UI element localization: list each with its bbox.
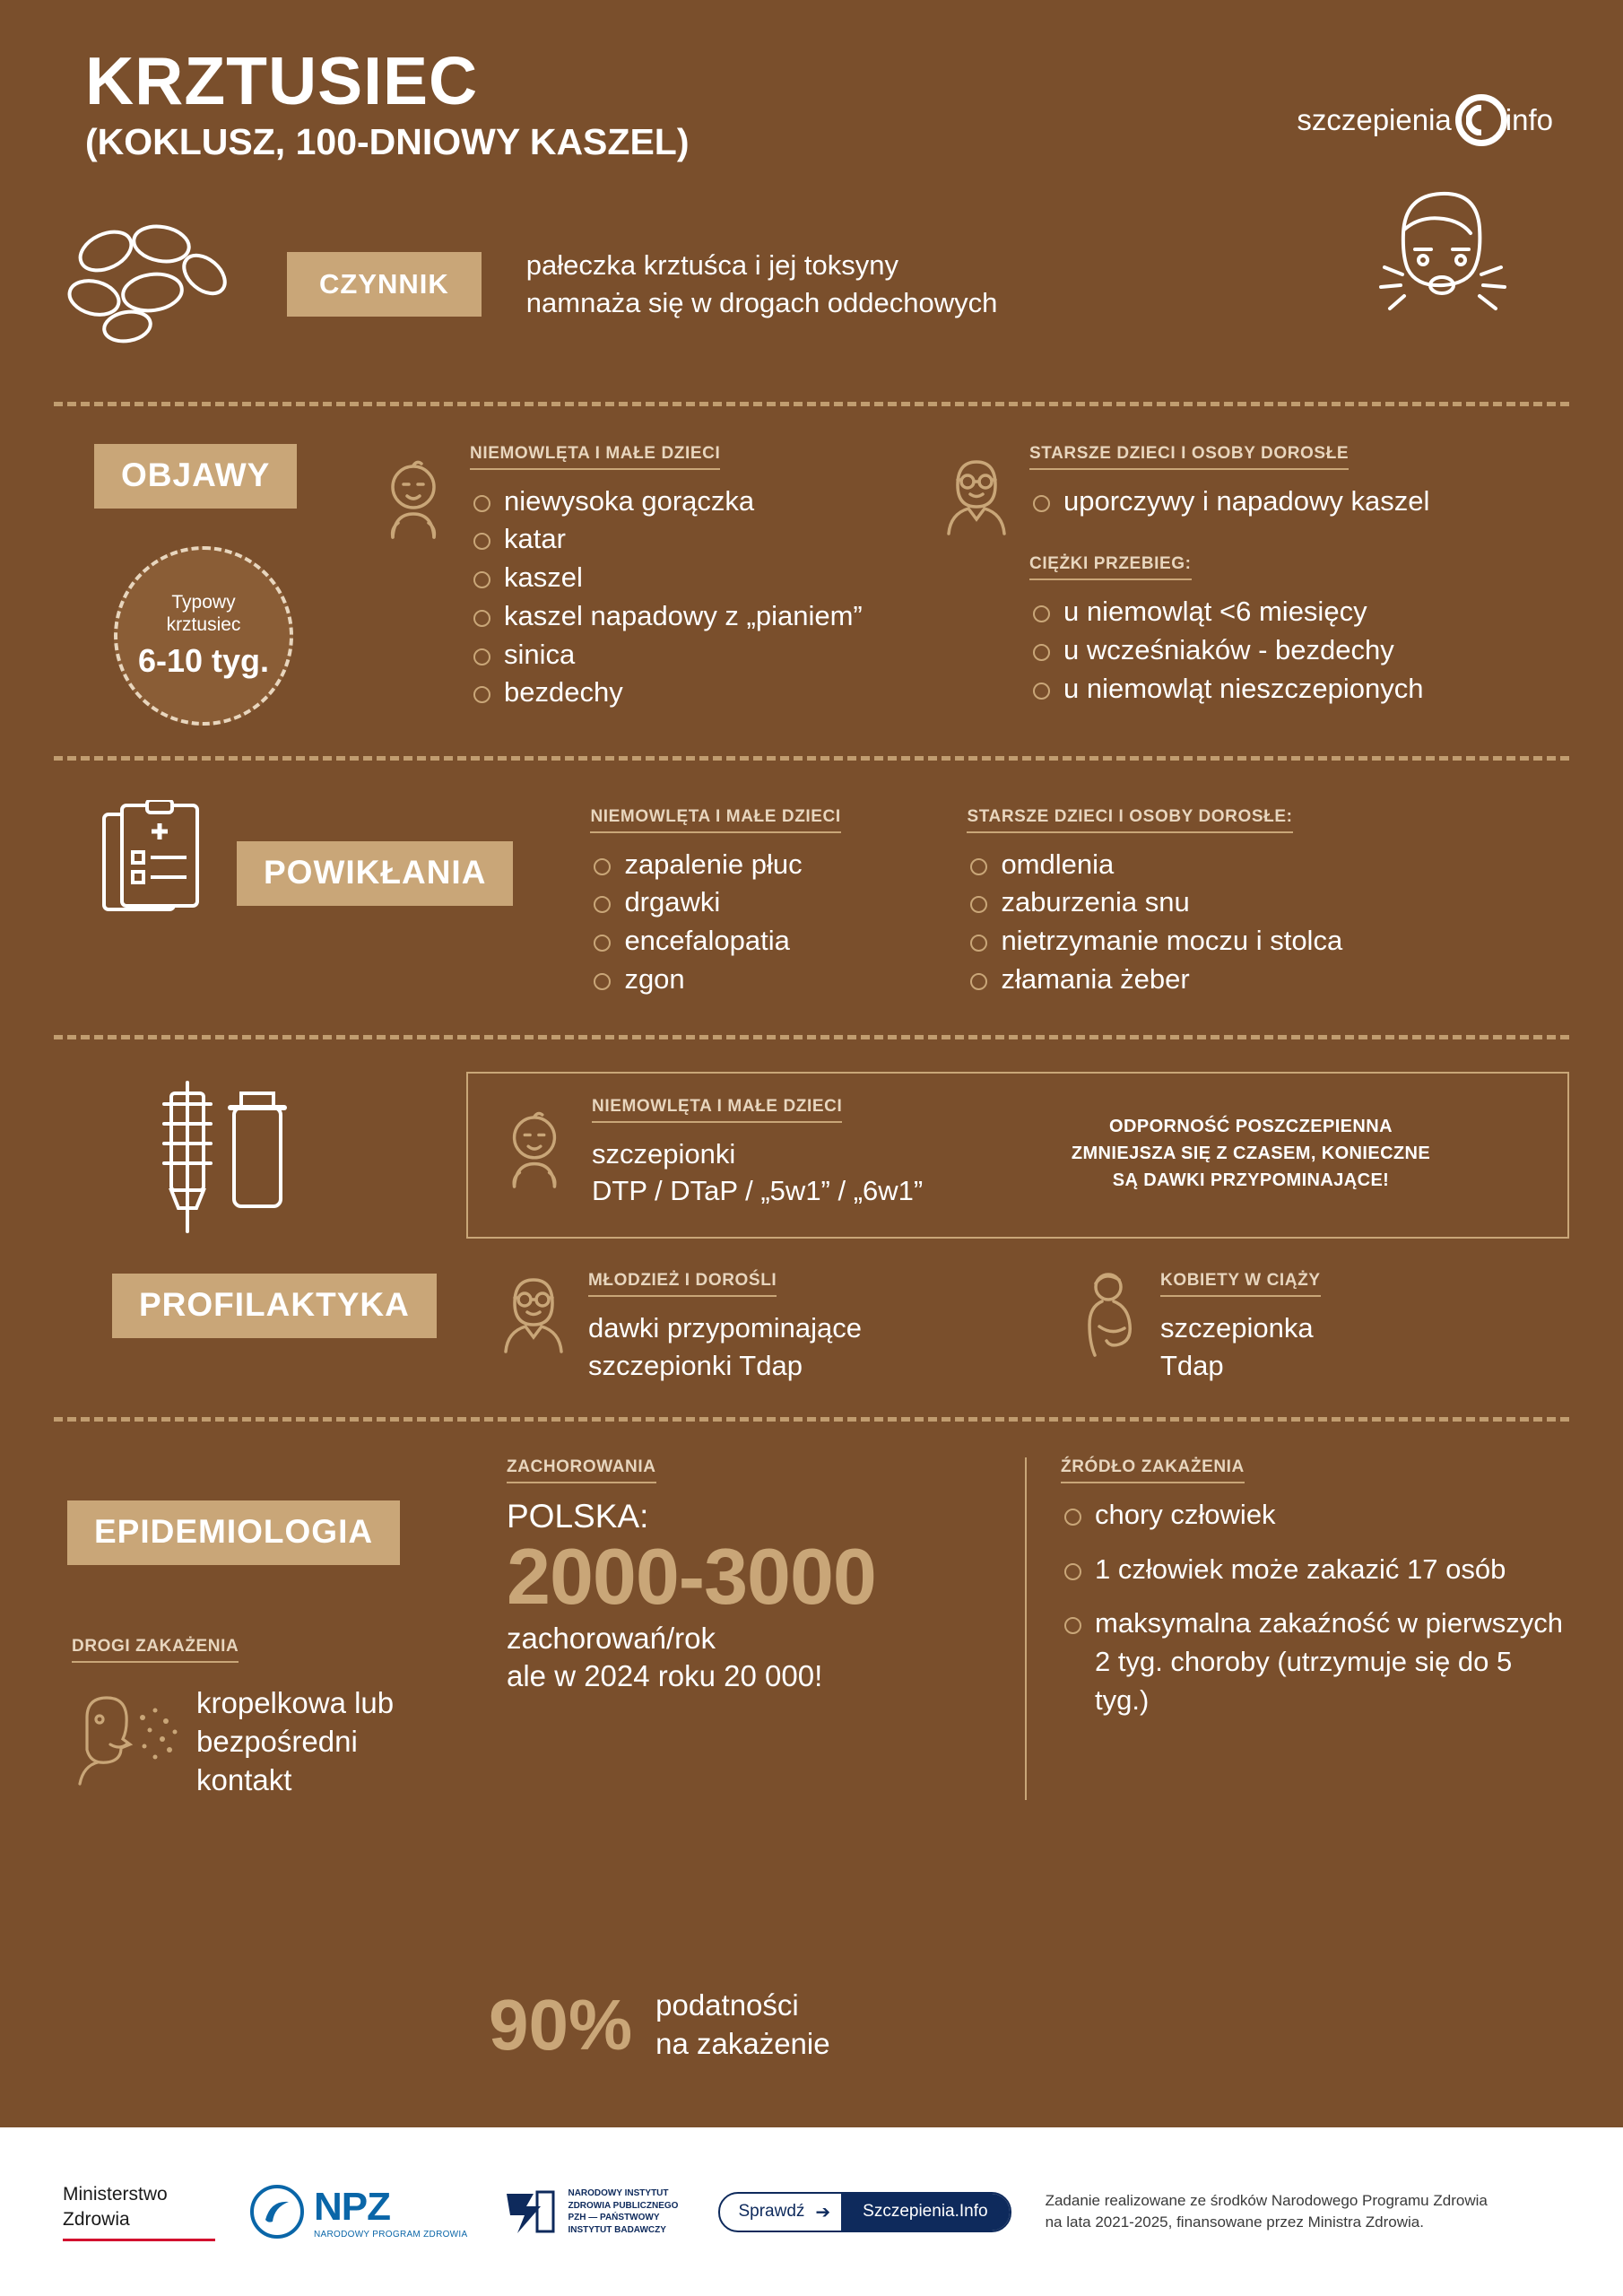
profilaktyka-pregnant-line1: szczepionka (1160, 1312, 1314, 1344)
profilaktyka-pregnant-line2: Tdap (1160, 1350, 1224, 1382)
nizp-logo (501, 2185, 684, 2239)
section-epidemiologia (0, 1422, 1623, 1800)
baby-icon (377, 444, 450, 726)
nizp-name: NARODOWY INSTYTUT ZDROWIA PUBLICZNEGO PZH — PAŃSTWOWY INSTYTUT BADAWCZY (568, 2188, 679, 2235)
source-header: ŹRÓDŁO ZAKAŻENIA (1061, 1457, 1245, 1483)
list-item: sinica (470, 636, 863, 674)
page-title: KRZTUSIEC (85, 43, 479, 118)
profilaktyka-pregnant-header: KOBIETY W CIĄŻY (1160, 1271, 1321, 1297)
objawy-severe-list (1029, 593, 1429, 708)
powiklania-older-list (967, 846, 1342, 999)
routes-header: DROGI ZAKAŻENIA (72, 1637, 239, 1663)
list-item: zgon (590, 961, 949, 999)
list-item: 1 człowiek może zakazić 17 osób (1061, 1551, 1569, 1589)
profilaktyka-infants-box (466, 1072, 1569, 1239)
cases-per-year: zachorowań/rok (507, 1621, 716, 1655)
susceptibility-line1: podatności (655, 1988, 799, 2022)
list-item: nietrzymanie moczu i stolca (967, 922, 1342, 961)
coughing-person-icon (1363, 179, 1515, 336)
czynnik-text-line1: pałeczka krztuśca i jej toksyny (525, 248, 898, 281)
pregnant-woman-icon (1072, 1271, 1142, 1385)
list-item: złamania żeber (967, 961, 1342, 999)
epidemiologia-label: EPIDEMIOLOGIA (67, 1500, 400, 1565)
page-footer (0, 2127, 1623, 2296)
npz-abbr: NPZ (314, 2184, 390, 2229)
list-item: kaszel napadowy z „pianiem” (470, 597, 863, 636)
baby-icon (499, 1109, 570, 1196)
page-subtitle: (KOKLUSZ, 100-DNIOWY KASZEL) (85, 120, 690, 162)
profilaktyka-infants-line2: DTP / DTaP / „5w1” / „6w1” (592, 1175, 924, 1207)
duration-stamp (114, 546, 293, 726)
divider-4 (54, 1417, 1569, 1422)
powiklania-infants-list (590, 846, 949, 999)
adult-icon (499, 1271, 568, 1385)
ministry-logo (63, 2182, 215, 2241)
ministry-line2: Zdrowia (63, 2208, 130, 2230)
section-objawy (0, 406, 1623, 756)
objawy-severe-header: CIĘŻKI PRZEBIEG: (1029, 554, 1192, 580)
npz-full: NARODOWY PROGRAM ZDROWIA (314, 2229, 468, 2239)
profilaktyka-infants-header: NIEMOWLĘTA I MAŁE DZIECI (592, 1097, 842, 1123)
list-item: katar (470, 520, 863, 559)
profilaktyka-youth-header: MŁODZIEŻ I DOROŚLI (588, 1271, 777, 1297)
disclaimer-line1: Zadanie realizowane ze środków Narodowego Programu Zdrowia (1045, 2192, 1488, 2210)
list-item: zaburzenia snu (967, 883, 1342, 922)
bacteria-icon (63, 219, 233, 349)
powiklania-infants-header: NIEMOWLĘTA I MAŁE DZIECI (590, 807, 840, 833)
list-item: encefalopatia (590, 922, 949, 961)
czynnik-text-line2: namnaża się w drogach oddechowych (525, 286, 998, 318)
clipboard-icon (99, 800, 206, 999)
arrow-right-icon: ➔ (815, 2202, 831, 2222)
routes-text: kropelkowa lub bezpośredni kontakt (196, 1685, 395, 1796)
list-item: u niemowląt nieszczepionych (1029, 670, 1429, 709)
list-item: omdlenia (967, 846, 1342, 884)
objawy-older-list (1029, 483, 1429, 521)
section-profilaktyka (0, 1039, 1623, 1417)
profilaktyka-label: PROFILAKTYKA (112, 1274, 437, 1338)
susceptibility-block (489, 1984, 830, 2065)
list-item: zapalenie płuc (590, 846, 949, 884)
stamp-line1: Typowy (171, 591, 236, 613)
list-item: bezdechy (470, 674, 863, 712)
list-item: niewysoka gorączka (470, 483, 863, 521)
cases-note-2024: ale w 2024 roku 20 000! (507, 1659, 823, 1693)
powiklania-older-header: STARSZE DZIECI I OSOBY DOROSŁE: (967, 807, 1292, 833)
cases-big-number: 2000-3000 (507, 1531, 876, 1621)
powiklania-label: POWIKŁANIA (237, 841, 513, 906)
cta-target: Szczepienia.Info (841, 2194, 1009, 2231)
czynnik-text (526, 247, 998, 322)
susceptibility-percent: 90% (489, 1984, 633, 2065)
list-item: chory człowiek (1061, 1496, 1569, 1535)
cases-header: ZACHOROWANIA (507, 1457, 656, 1483)
objawy-label: OBJAWY (94, 444, 297, 509)
stamp-line2: krztusiec (166, 613, 241, 635)
ministry-line1: Ministerstwo (63, 2184, 168, 2205)
profilaktyka-infants-line1: szczepionki (592, 1137, 736, 1170)
profilaktyka-youth-line1: dawki przypominające (588, 1312, 862, 1344)
brand-logo-left: szczepienia (1297, 103, 1452, 136)
profilaktyka-youth-line2: szczepionki Tdap (588, 1350, 803, 1382)
nizp-mark-icon (501, 2185, 559, 2239)
cta-button[interactable] (718, 2192, 1011, 2232)
npz-logo (249, 2184, 467, 2239)
brand-logo-right: info (1505, 103, 1553, 136)
footer-disclaimer (1046, 2190, 1488, 2233)
adult-icon (942, 444, 1011, 726)
objawy-infants-list (470, 483, 863, 713)
brand-circle-icon (1455, 94, 1507, 146)
syringe-vial-icon (148, 1072, 466, 1247)
objawy-older-header: STARSZE DZIECI I OSOBY DOROSŁE (1029, 444, 1349, 470)
disclaimer-line2: na lata 2021-2025, finansowane przez Ministra Zdrowia. (1045, 2213, 1424, 2231)
czynnik-label: CZYNNIK (287, 252, 482, 317)
section-czynnik (0, 163, 1623, 370)
list-item: u wcześniaków - bezdechy (1029, 631, 1429, 670)
objawy-infants-header: NIEMOWLĘTA I MAŁE DZIECI (470, 444, 720, 470)
list-item: uporczywy i napadowy kaszel (1029, 483, 1429, 521)
divider-2 (54, 756, 1569, 761)
list-item: u niemowląt <6 miesięcy (1029, 593, 1429, 631)
susceptibility-line2: na zakażenie (655, 2026, 830, 2060)
list-item: drgawki (590, 883, 949, 922)
section-powiklania (0, 761, 1623, 1035)
npz-swirl-icon (249, 2184, 305, 2239)
brand-logo (1297, 94, 1553, 146)
country-label: POLSKA: (507, 1497, 649, 1535)
profilaktyka-note: ODPORNOŚĆ POSZCZEPIENNA ZMNIEJSZA SIĘ Z CZASEM, KONIECZNE SĄ DAWKI PRZYPOMINAJĄCE! (1071, 1116, 1431, 1190)
stamp-value: 6-10 tyg. (137, 642, 270, 680)
divider-3 (54, 1035, 1569, 1039)
source-list (1061, 1496, 1569, 1720)
sneezing-person-icon (67, 1691, 184, 1794)
cta-label: Sprawdź (738, 2202, 805, 2221)
list-item: kaszel (470, 559, 863, 597)
list-item: maksymalna zakaźność w pierwszych 2 tyg. choroby (utrzymuje się do 5 tyg.) (1061, 1605, 1569, 1719)
